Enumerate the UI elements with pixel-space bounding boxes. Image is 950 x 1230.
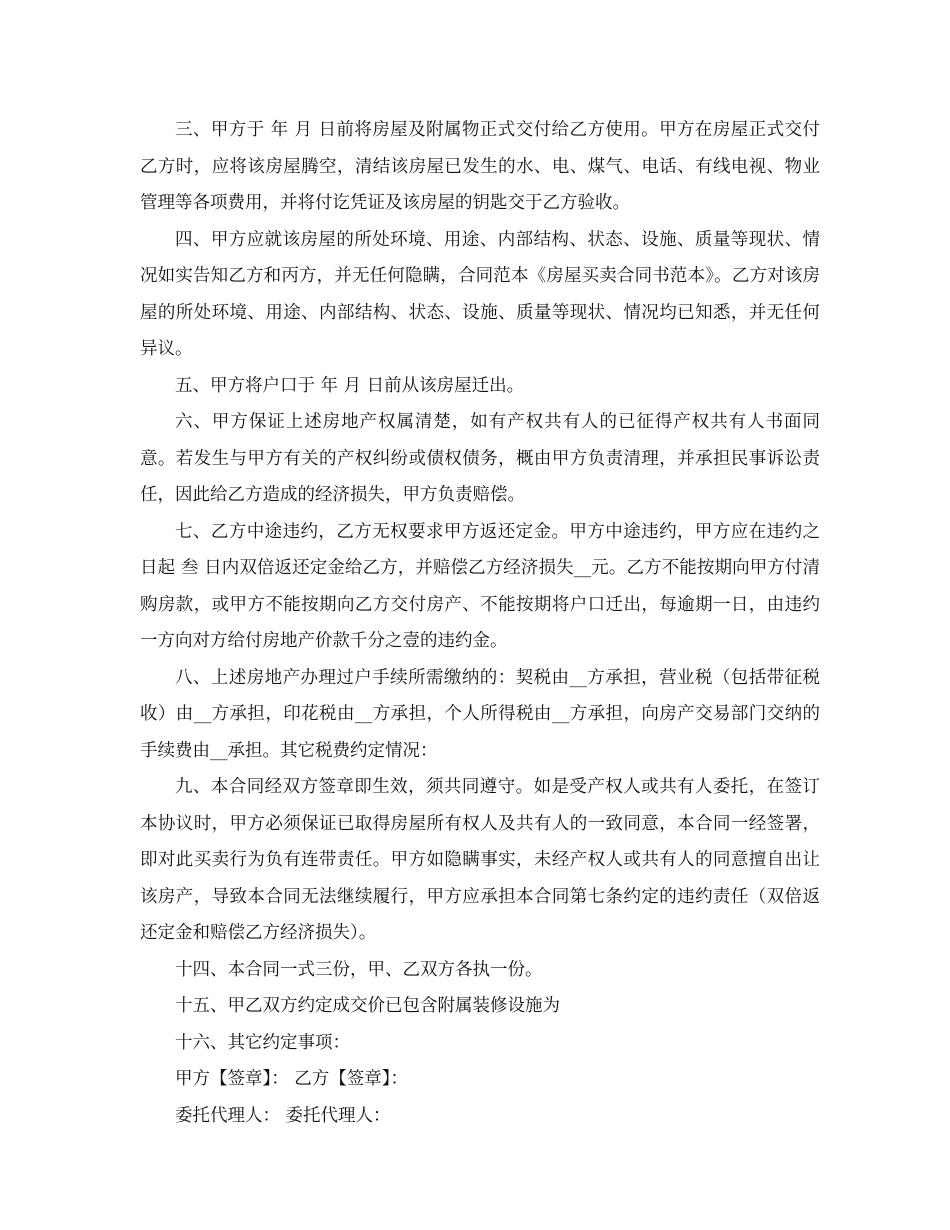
agent-line: 委托代理人： 委托代理人：	[175, 1105, 391, 1126]
clause-15-paragraph: 十五、甲乙双方约定成交价已包含附属装修设施为	[175, 996, 560, 1016]
clause-4-paragraph: 四、甲方应就该房屋的所处环境、用途、内部结构、状态、设施、质量等现状、情况如实告知乙方和丙方，并无任何隐瞒，合同范本《房屋买卖合同书范本》。乙方对该房屋的所处环境、用途、内部结构、状态、设施、质量等现状、情况均已知悉，并无任何异议。	[140, 229, 820, 359]
clause-16-paragraph: 十六、其它约定事项：	[175, 1032, 350, 1053]
clause-5-paragraph: 五、甲方将户口于 年 月 日前从该房屋迁出。	[175, 375, 525, 396]
clause-7-paragraph: 七、乙方中途违约，乙方无权要求甲方返还定金。甲方中途违约，甲方应在违约之日起 叁 日内双倍返还定金给乙方，并赔偿乙方经济损失__元。乙方不能按期向甲方付清购房款，或甲方不能按期向乙方交付房产、不能按期将户口迁出，每逾期一日，由违约一方向对方给付房地产价款千分之壹的违约金。	[140, 521, 820, 651]
clause-9-paragraph: 九、本合同经双方签章即生效，须共同遵守。如是受产权人或共有人委托，在签订本协议时，甲方必须保证已取得房屋所有权人及共有人的一致同意，本合同一经签署，即对此买卖行为负有连带责任。甲方如隐瞒事实，未经产权人或共有人的同意擅自出让该房产，导致本合同无法继续履行，甲方应承担本合同第七条约定的违约责任（双倍返还定金和赔偿乙方经济损失）。	[140, 777, 820, 943]
clause-14-paragraph: 十四、本合同一式三份，甲、乙双方各执一份。	[175, 959, 543, 980]
signature-line: 甲方【签章】： 乙方【签章】：	[175, 1069, 409, 1089]
clause-6-paragraph: 六、甲方保证上述房地产权属清楚，如有产权共有人的已征得产权共有人书面同意。若发生与甲方有关的产权纠纷或债权债务，概由甲方负责清理，并承担民事诉讼责任，因此给乙方造成的经济损失，甲方负责赔偿。	[140, 412, 820, 505]
clause-8-paragraph: 八、上述房地产办理过户手续所需缴纳的：契税由__方承担，营业税（包括带征税收）由__方承担，印花税由__方承担，个人所得税由__方承担，向房产交易部门交纳的手续费由__承担。其它税费约定情况：	[140, 667, 820, 761]
clause-3-paragraph: 三、甲方于 年 月 日前将房屋及附属物正式交付给乙方使用。甲方在房屋正式交付乙方时，应将该房屋腾空，清结该房屋已发生的水、电、煤气、电话、有线电视、物业管理等各项费用，并将付讫凭证及该房屋的钥匙交于乙方验收。	[140, 120, 820, 213]
document-body	[140, 112, 820, 1134]
